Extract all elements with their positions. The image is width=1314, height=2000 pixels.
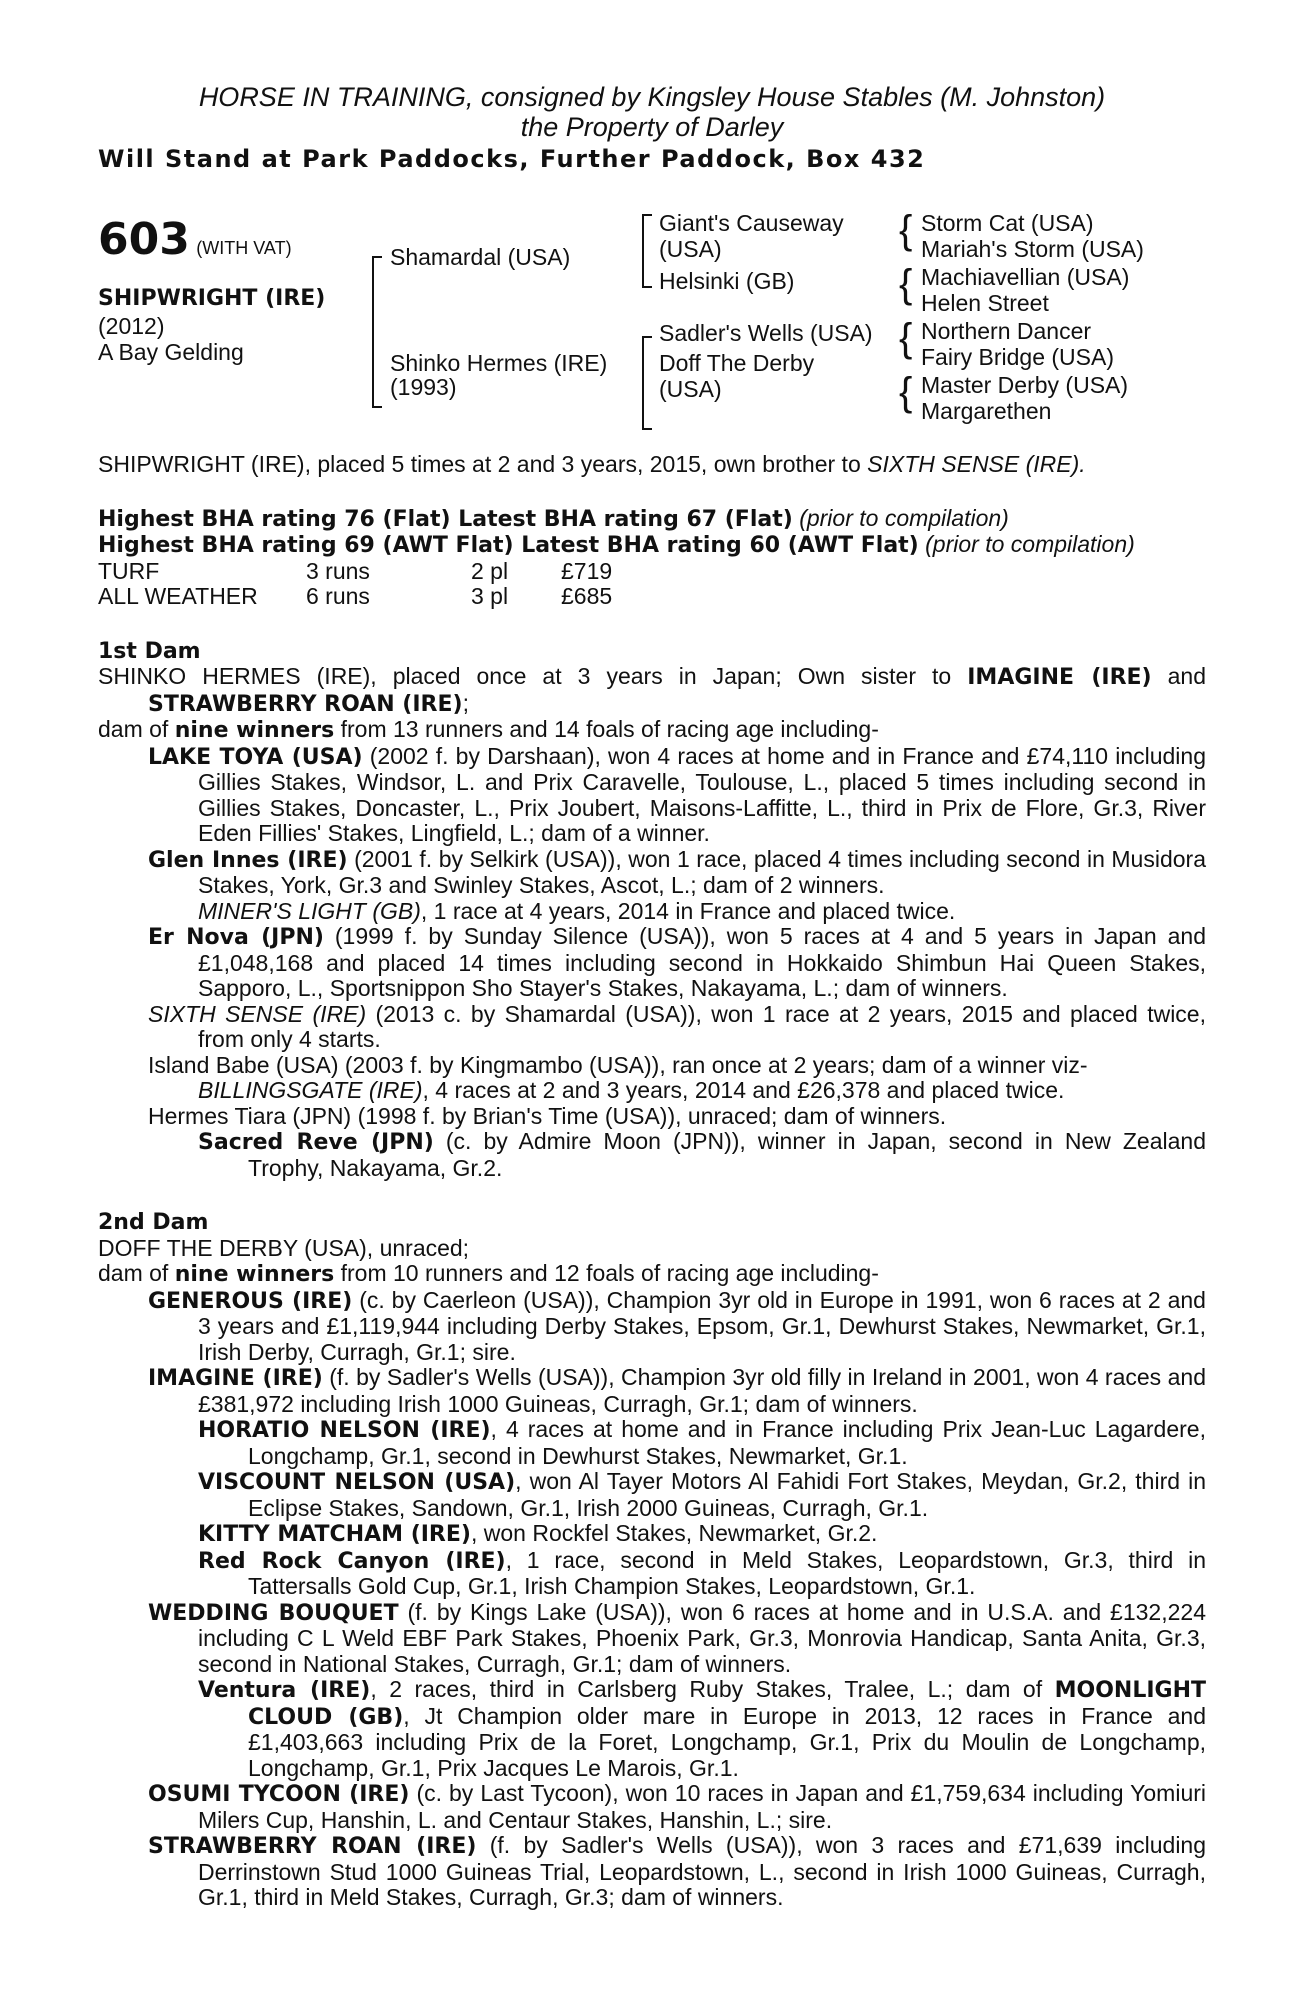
progeny-name: OSUMI TYCOON (IRE) <box>148 1782 410 1807</box>
brace-4: { <box>899 370 913 414</box>
rating-flat: Highest BHA rating 76 (Flat) Latest BHA rating 67 (Flat) <box>98 506 793 532</box>
produce-b: nine winners <box>174 1262 335 1287</box>
sire: Shamardal (USA) <box>390 244 571 270</box>
produce-c: from 10 runners and 12 foals of racing age including- <box>334 1260 879 1286</box>
progeny-name: Red Rock Canyon (IRE) <box>198 1548 506 1574</box>
produce-c: from 13 runners and 14 foals of racing age including- <box>334 716 879 742</box>
stat-amount: £685 <box>561 583 613 609</box>
sire-sire-line2: (USA) <box>659 236 722 262</box>
stat-placed: 2 pl <box>471 557 509 584</box>
progeny-text: , 2 races, third in Carlsberg Ruby Stakes, Tralee, L.; dam of <box>370 1676 1055 1702</box>
catalogue-page <box>98 82 1206 1911</box>
progeny-text: Hermes Tiara (JPN) (1998 f. by Brian's Time (USA)), unraced; dam of winners. <box>148 1102 947 1129</box>
table-row <box>98 584 612 610</box>
stat-surface: ALL WEATHER <box>98 583 258 609</box>
table-row <box>98 559 612 585</box>
sds: Machiavellian (USA) <box>921 264 1130 290</box>
progeny-hermes-tiara <box>98 1104 1206 1130</box>
dam-dam-line2: (USA) <box>659 376 722 402</box>
progeny-wedding-bouquet <box>98 1600 1206 1678</box>
rating-awt-note-b: compilation) <box>1010 531 1135 557</box>
progeny-viscount-nelson <box>98 1469 1206 1521</box>
progeny-text: (c. by Last Tycoon), won 10 races in Japan and £1,759,634 including Yomiuri Milers Cup, Hanshin, L. and Centaur Stakes, Hanshin, L.; sire. <box>198 1780 1207 1833</box>
progeny-sixth-sense <box>98 1002 1206 1053</box>
horse-description: A Bay Gelding <box>98 339 244 365</box>
second-dam-intro: DOFF THE DERBY (USA), unraced; <box>98 1234 470 1261</box>
intro-bold-2: STRAWBERRY ROAN (IRE) <box>148 691 463 717</box>
stat-runs: 6 runs <box>306 583 370 609</box>
second-dam-section <box>98 1209 1206 1911</box>
progeny-name: Er Nova (JPN) <box>148 925 324 950</box>
progeny-osumi-tycoon <box>98 1781 1206 1833</box>
foaling-year: (2012) <box>98 313 165 339</box>
progeny-text: (f. by Sadler's Wells (USA)), Champion 3yr old filly in Ireland in 2001, won 4 races and £381,972 including Irish 1000 Guineas, Curragh, Gr.1; dam of winners. <box>198 1364 1207 1417</box>
progeny-name: STRAWBERRY ROAN (IRE) <box>148 1834 477 1859</box>
second-dam-produce <box>98 1261 1206 1288</box>
sire-dam: Helsinki (GB) <box>659 268 795 294</box>
consignor-line: HORSE IN TRAINING, consigned by Kingsley House Stables (M. Johnston) <box>198 82 1106 112</box>
progeny-name: Ventura (IRE) <box>198 1678 371 1703</box>
summary-text: SHIPWRIGHT (IRE), placed 5 times at 2 and 3 years, 2015, own brother to <box>98 451 868 477</box>
intro-end: ; <box>462 689 469 716</box>
progeny-name: SIXTH SENSE (IRE) <box>148 1000 367 1027</box>
page-header <box>98 82 1206 176</box>
progeny-text-2: , Jt Champion older mare in Europe in 2013, 12 races in France and £1,403,663 including Prix de la Foret, Longchamp, Gr.1, Prix du Moulin de Longchamp, Longchamp, Gr.1, Prix Jacques Le Marois, Gr.1. <box>248 1702 1206 1781</box>
dam-sire: Sadler's Wells (USA) <box>659 320 873 346</box>
progeny-text: (c. by Caerleon (USA)), Champion 3yr old in Europe in 1991, won 6 races at 2 and 3 years and £1,119,944 including Derby Stakes, Epsom, Gr.1, Dewhurst Stakes, Newmarket, Gr.1, Irish Derby, Curragh, Gr.1; sire. <box>198 1286 1206 1365</box>
progeny-name: Glen Innes (IRE) <box>148 847 348 873</box>
progeny-text: (2013 c. by Shamardal (USA)), won 1 race at 2 years, 2015 and placed twice, from only 4 starts. <box>198 1000 1206 1052</box>
progeny-text: (2001 f. by Selkirk (USA)), won 1 race, placed 4 times including second in Musidora Stakes, York, Gr.3 and Swinley Stakes, Ascot, L.; dam of 2 winners. <box>198 845 1206 898</box>
bracket-sire <box>642 214 652 288</box>
progeny-miners-light <box>98 899 1206 925</box>
produce-b: nine winners <box>174 718 335 743</box>
progeny-text: , 1 race at 4 years, 2014 in France and placed twice. <box>420 897 956 924</box>
progeny-kitty-matcham <box>98 1521 1206 1548</box>
progeny-text: (2002 f. by Darshaan), won 4 races at home and in France and £74,110 including Gillies Stakes, Windsor, L. and Prix Caravelle, Toulouse, L., placed 5 times including second in Gillies Stakes, Doncaster, L., Prix Joubert, Maisons-Laffitte, L., third in Prix de Flore, Gr.3, River Eden Fillies' Stakes, Lingfield, L.; dam of a winner. <box>198 742 1206 846</box>
dss: Northern Dancer <box>921 318 1092 344</box>
first-dam-produce <box>98 717 1206 744</box>
stat-placed: 3 pl <box>471 583 509 609</box>
progeny-name: HORATIO NELSON (IRE) <box>198 1418 491 1443</box>
progeny-imagine <box>98 1365 1206 1417</box>
second-dam-heading: 2nd Dam <box>98 1210 209 1235</box>
progeny-ventura <box>98 1677 1206 1781</box>
property-line: the Property of Darley <box>520 112 784 142</box>
progeny-name: KITTY MATCHAM (IRE) <box>198 1522 471 1547</box>
rating-flat-note: (prior to compilation) <box>799 504 1009 531</box>
brace-1: { <box>899 208 913 252</box>
progeny-billingsgate <box>98 1078 1206 1104</box>
dds: Master Derby (USA) <box>921 372 1129 398</box>
progeny-island-babe <box>98 1053 1206 1079</box>
progeny-text: (1999 f. by Sunday Silence (USA)), won 5 races at 4 and 5 years in Japan and £1,048,168 and placed 14 times including second in Hokkaido Shimbun Hai Queen Stakes, Sapporo, L., Sportsnippon Sho Stayer's Stakes, Nakayama, L.; dam of winners. <box>198 923 1206 1001</box>
progeny-name: VISCOUNT NELSON (USA) <box>198 1470 516 1495</box>
lot-number-block <box>98 216 292 264</box>
progeny-horatio-nelson <box>98 1417 1206 1469</box>
progeny-generous <box>98 1288 1206 1366</box>
progeny-red-rock-canyon <box>98 1548 1206 1600</box>
sdd: Helen Street <box>921 290 1049 316</box>
dam-line2: (1993) <box>390 374 457 400</box>
bracket-dam <box>642 336 652 430</box>
lot-number: 603 <box>98 214 190 265</box>
progeny-text: , won Al Tayer Motors Al Fahidi Fort Stakes, Meydan, Gr.2, third in Eclipse Stakes, Sandown, Gr.1, Irish 2000 Guineas, Curragh, Gr.1. <box>248 1468 1206 1521</box>
produce-a: dam of <box>98 716 175 742</box>
progeny-name: WEDDING BOUQUET <box>148 1600 399 1626</box>
progeny-text: Island Babe (USA) (2003 f. by Kingmambo (USA)), ran once at 2 years; dam of a winner viz- <box>148 1051 1088 1078</box>
brace-2: { <box>899 262 913 306</box>
intro-text: SHINKO HERMES (IRE), placed once at 3 years in Japan; Own sister to <box>98 663 968 689</box>
progeny-name: Sacred Reve (JPN) <box>198 1130 434 1155</box>
progeny-er-nova <box>98 924 1206 1002</box>
progeny-name-2: MOONLIGHT CLOUD (GB) <box>248 1678 1206 1730</box>
progeny-name: IMAGINE (IRE) <box>148 1366 323 1391</box>
ratings <box>98 506 1206 610</box>
bracket-gen1 <box>372 256 382 408</box>
first-dam-heading: 1st Dam <box>98 638 201 664</box>
produce-a: dam of <box>98 1260 175 1286</box>
summary <box>98 452 1206 478</box>
progeny-name: LAKE TOYA (USA) <box>148 744 363 770</box>
brace-3: { <box>899 316 913 360</box>
progeny-strawberry-roan <box>98 1833 1206 1911</box>
vat-label: (WITH VAT) <box>196 238 292 258</box>
progeny-name: GENEROUS (IRE) <box>148 1288 353 1314</box>
dsd: Fairy Bridge (USA) <box>921 344 1114 370</box>
intro-bold-1: IMAGINE (IRE) <box>967 665 1152 690</box>
stat-amount: £719 <box>561 557 613 584</box>
dam-dam-line1: Doff The Derby <box>659 350 815 376</box>
progeny-text: , 4 races at home and in France including Prix Jean-Luc Lagardere, Longchamp, Gr.1, second in Dewhurst Stakes, Newmarket, Gr.1. <box>248 1416 1206 1469</box>
ddd: Margarethen <box>921 398 1052 424</box>
first-dam-section <box>98 638 1206 1182</box>
progeny-text: (f. by Kings Lake (USA)), won 6 races at home and in U.S.A. and £132,224 including C L Weld EBF Park Stakes, Phoenix Park, Gr.3, Monrovia Handicap, Santa Anita, Gr.3, second in National Stakes, Curragh, Gr.1; dam of winners. <box>198 1598 1206 1677</box>
progeny-text: , 4 races at 2 and 3 years, 2014 and £26,378 and placed twice. <box>422 1077 1065 1103</box>
progeny-name: BILLINGSGATE (IRE) <box>198 1077 423 1103</box>
progeny-glen-innes <box>98 847 1206 899</box>
progeny-lake-toya <box>98 744 1206 847</box>
progeny-text: , won Rockfel Stakes, Newmarket, Gr.2. <box>470 1520 878 1546</box>
rating-awt: Highest BHA rating 69 (AWT Flat) Latest BHA rating 60 (AWT Flat) <box>98 533 919 558</box>
sire-sire-line1: Giant's Causeway <box>659 210 844 236</box>
progeny-name: MINER'S LIGHT (GB) <box>198 897 421 924</box>
sss: Storm Cat (USA) <box>921 210 1094 236</box>
intro-and: and <box>1151 663 1207 689</box>
progeny-text: (f. by Sadler's Wells (USA)), won 3 races and £71,639 including Derrinstown Stud 1000 Guineas Trial, Leopardstown, L., second in Irish 1000 Guineas, Curragh, Gr.1, third in Meld Stakes, Curragh, Gr.3; dam of winners. <box>198 1832 1207 1910</box>
race-record-table <box>98 559 612 610</box>
location-line: Will Stand at Park Paddocks, Further Paddock, Box 432 <box>98 145 926 173</box>
horse-name: SHIPWRIGHT (IRE) <box>98 286 326 311</box>
rating-awt-note-a: (prior to <box>925 531 1005 557</box>
progeny-sacred-reve <box>98 1129 1206 1181</box>
pedigree-table <box>98 208 1206 448</box>
stat-surface: TURF <box>98 557 160 584</box>
dam-line1: Shinko Hermes (IRE) <box>390 350 608 376</box>
progeny-text: , 1 race, second in Meld Stakes, Leopardstown, Gr.3, third in Tattersalls Gold Cup, Gr.1, Irish Champion Stakes, Leopardstown, Gr.1. <box>248 1546 1206 1599</box>
stat-runs: 3 runs <box>306 557 370 584</box>
ssd: Mariah's Storm (USA) <box>921 236 1144 262</box>
progeny-text: (c. by Admire Moon (JPN)), winner in Japan, second in New Zealand Trophy, Nakayama, Gr.2. <box>248 1128 1206 1181</box>
first-dam-intro <box>98 664 1206 717</box>
summary-brother: SIXTH SENSE (IRE). <box>867 451 1086 477</box>
